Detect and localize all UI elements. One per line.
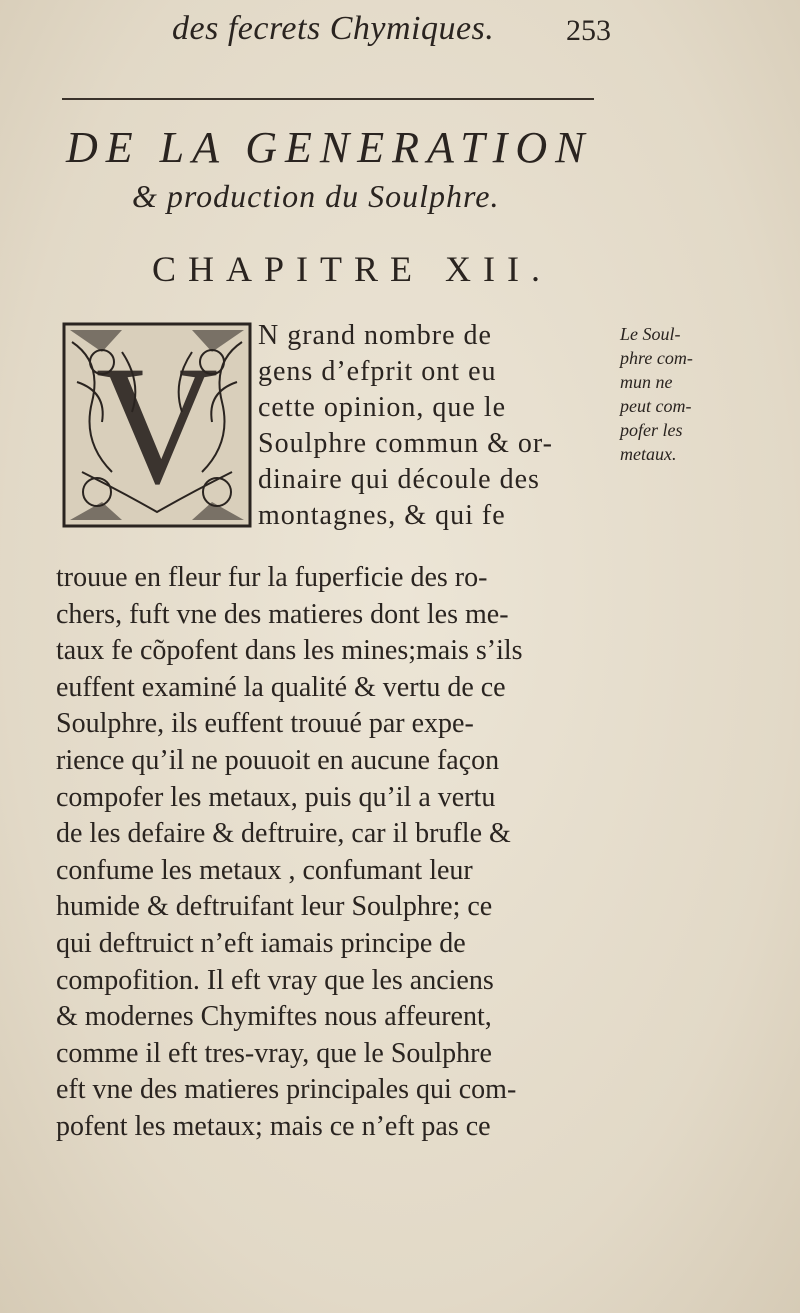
marginal-line: pofer les [620,420,683,440]
text-line: & modernes Chymiftes nous affeurent, [56,1001,492,1033]
marginal-note [620,322,740,466]
marginal-line: peut com- [620,396,692,416]
marginal-line: Le Soul- [620,324,681,344]
section-title: DE LA GENERATION [66,123,593,172]
text-line: humide & deftruifant leur Soulphre; ce [56,891,493,923]
text-line: taux fe cõpofent dans les mines;mais s’ils [56,635,523,667]
text-line: pofent les metaux; mais ce n’eft pas ce [56,1110,491,1142]
text-line: gens d’efprit ont eu [258,356,497,387]
running-head: des fecrets Chymiques. [172,10,495,47]
ornamental-drop-cap [62,322,252,528]
text-line: dinaire qui découle des [258,464,540,495]
text-line: confume les metaux , confumant leur [56,854,473,886]
text-line: eft vne des matieres principales qui com- [56,1074,517,1106]
opening-lines [258,318,598,534]
text-line: Soulphre commun & or- [258,428,553,459]
marginal-line: metaux. [620,444,677,464]
body-text [56,560,616,1146]
text-line: Soulphre, ils euffent trouué par expe- [56,708,474,740]
text-line: compofition. Il eft vray que les anciens [56,964,494,996]
text-line: euffent examiné la qualité & vertu de ce [56,671,506,703]
text-line: chers, fuft vne des matieres dont les me- [56,598,509,630]
text-line: trouue en fleur fur la fuperficie des ro- [56,562,488,593]
marginal-line: mun ne [620,372,673,392]
marginal-line: phre com- [620,348,693,368]
text-line: rience qu’il ne pouuoit en aucune façon [56,744,500,776]
page-number: 253 [566,14,611,47]
text-line: qui deftruict n’eft iamais principe de [56,927,466,959]
chapter-heading: CHAPITRE XII. [152,249,552,289]
section-subtitle: & production du Soulphre. [132,178,500,214]
header-rule [62,98,594,100]
text-line: de les defaire & deftruire, car il brufle & [56,818,511,850]
text-line: N grand nombre de [258,320,492,351]
drop-cap-letter: V [95,331,219,519]
text-line: compofer les metaux, puis qu’il a vertu [56,781,496,813]
text-line: comme il eft tres-vray, que le Soulphre [56,1037,492,1069]
text-line: cette opinion, que le [258,392,507,423]
text-line: montagnes, & qui fe [258,500,506,531]
